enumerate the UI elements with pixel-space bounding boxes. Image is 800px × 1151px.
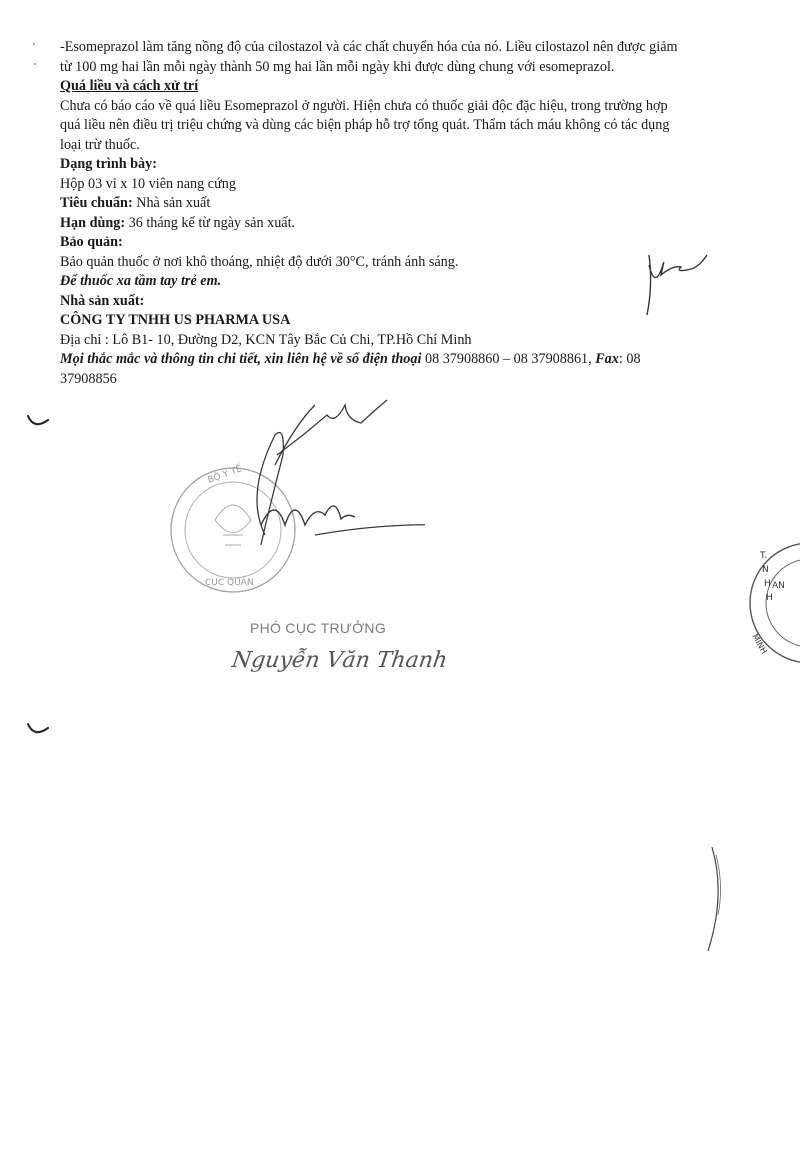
binder-mark-bottom xyxy=(24,718,54,740)
svg-text:BỘ Y TẾ: BỘ Y TẾ xyxy=(206,464,244,486)
binder-mark-top xyxy=(24,410,54,432)
contact-phones: 08 37908860 – 08 37908861, xyxy=(421,351,596,367)
interaction-line-2: từ 100 mg hai lần mỗi ngày thành 50 mg hai lần mỗi ngày khi được dùng chung với esomeprazol. xyxy=(60,58,615,75)
shelf-life-value: 36 tháng kể từ ngày sản xuất. xyxy=(125,214,296,231)
shelf-life-line xyxy=(60,214,750,234)
partial-company-stamp xyxy=(740,528,800,678)
manufacturer-company: CÔNG TY TNHH US PHARMA USA xyxy=(60,312,291,328)
svg-text:MINH: MINH xyxy=(750,632,769,656)
margin-scratch xyxy=(700,845,730,955)
storage-heading: Bảo quản: xyxy=(60,234,123,250)
presentation-text: Hộp 03 vỉ x 10 viên nang cứng xyxy=(60,175,236,192)
svg-text:T.: T. xyxy=(760,551,768,561)
fax-number-part1: : 08 xyxy=(618,351,641,367)
manufacturer-address: Địa chỉ : Lô B1- 10, Đường D2, KCN Tây Bắc Củ Chi, TP.Hồ Chí Minh xyxy=(60,331,472,348)
document-body xyxy=(60,38,750,389)
overdose-line-3: loại trừ thuốc. xyxy=(60,136,140,153)
manufacturer-heading: Nhà sản xuất: xyxy=(60,292,145,309)
overdose-heading: Quá liều và cách xử trí xyxy=(60,78,199,94)
official-title: PHÓ CỤC TRƯỞNG xyxy=(250,620,387,636)
manufacturer-contact-line xyxy=(60,350,750,370)
shelf-life-label: Hạn dùng: xyxy=(60,214,126,231)
initials-signature xyxy=(635,245,715,320)
overdose-line-1: Chưa có báo cáo về quá liều Esomeprazol ở người. Hiện chưa có thuốc giải độc đặc hiệu, trong trường hợp xyxy=(60,97,668,114)
standard-label: Tiêu chuẩn: xyxy=(60,195,133,211)
scan-dots xyxy=(30,40,40,70)
storage-text: Bảo quản thuốc ở nơi khô thoáng, nhiệt độ dưới 30°C, tránh ánh sáng. xyxy=(60,253,459,270)
svg-text:CỤC QUẢN: CỤC QUẢN xyxy=(205,578,254,588)
presentation-heading: Dạng trình bày: xyxy=(60,156,157,172)
interaction-line-1: -Esomeprazol làm tăng nồng độ của cilostazol và các chất chuyển hóa của nó. Liều cilostazol nên được giảm xyxy=(60,39,678,55)
svg-text:AN: AN xyxy=(772,581,785,591)
official-name-signature: Nguyễn Văn Thanh xyxy=(230,648,449,673)
overdose-line-2: quá liều nên điều trị triệu chứng và dùng các biện pháp hỗ trợ tổng quát. Thẩm tách máu không có tác dụng xyxy=(60,117,670,133)
storage-warning: Để thuốc xa tầm tay trẻ em. xyxy=(60,273,222,289)
standard-line xyxy=(60,194,750,214)
contact-label: Mọi thắc mắc và thông tin chi tiết, xin liên hệ về số điện thoại xyxy=(60,351,422,367)
fax-label: Fax xyxy=(595,351,619,367)
svg-text:H: H xyxy=(766,593,773,603)
svg-text:H: H xyxy=(764,579,771,589)
fax-number-part2: 37908856 xyxy=(60,370,117,387)
standard-value: Nhà sản xuất xyxy=(132,195,211,211)
svg-text:N: N xyxy=(762,565,769,575)
